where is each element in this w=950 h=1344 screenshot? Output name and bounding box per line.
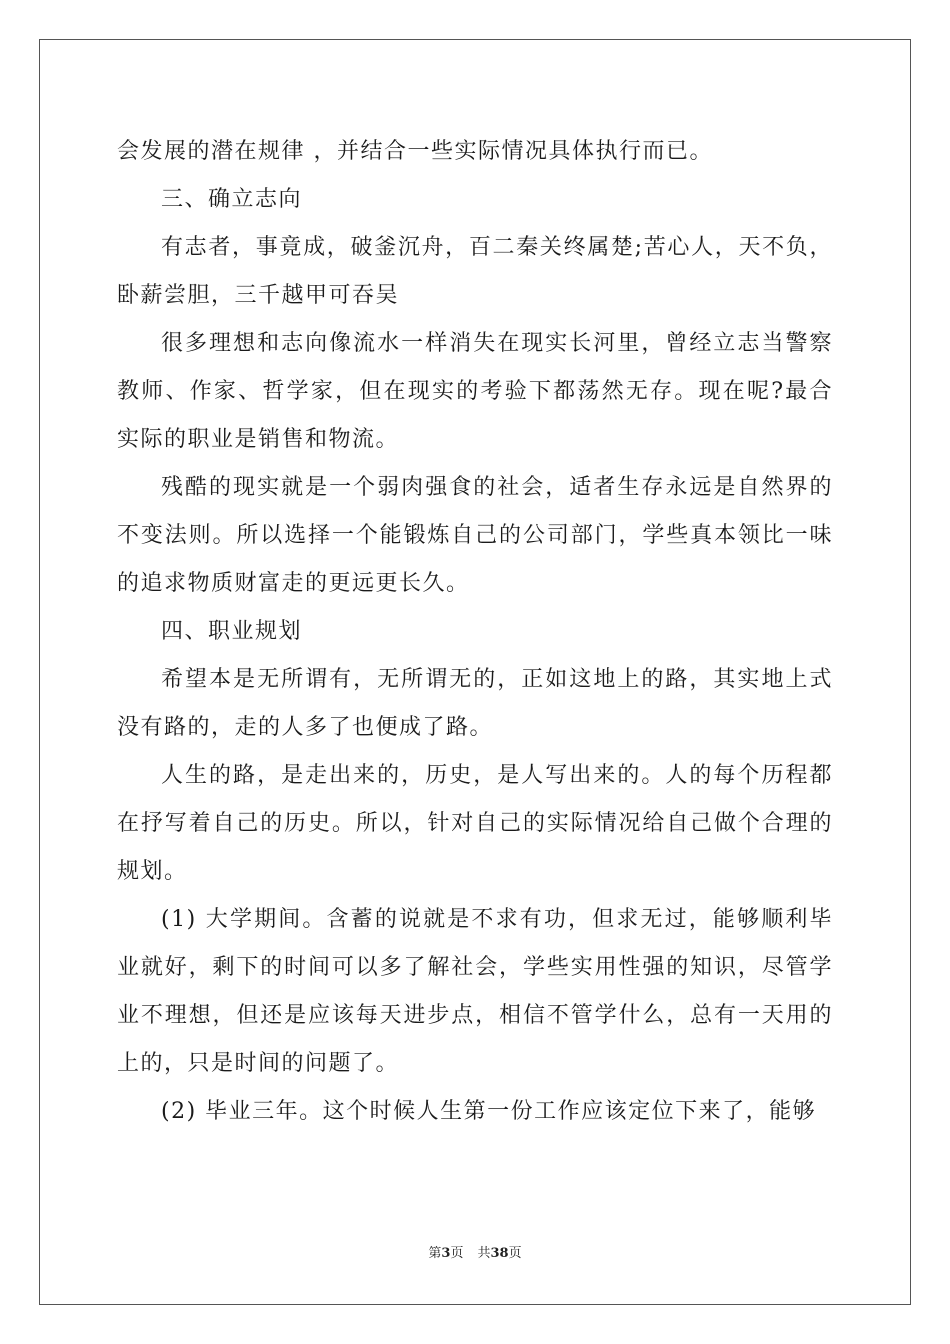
section-heading: 三、确立志向 bbox=[161, 187, 303, 212]
paragraph: 人生的路，是走出来的，历史，是人写出来的。人的每个历程都在抒写着自己的历史。所以，针对自己的实际情况给自己做个合理的规划。 bbox=[117, 763, 833, 884]
paragraph: (2) 毕业三年。这个时候人生第一份工作应该定位下来了，能够 bbox=[161, 1099, 817, 1124]
paragraph: 希望本是无所谓有，无所谓无的，正如这地上的路，其实地上式没有路的，走的人多了也便成了路。 bbox=[117, 667, 833, 740]
total-prefix: 共 bbox=[477, 1246, 491, 1261]
paragraph: 残酷的现实就是一个弱肉强食的社会，适者生存永远是自然界的不变法则。所以选择一个能锻炼自己的公司部门，学些真本领比一味的追求物质财富走的更远更长久。 bbox=[117, 475, 833, 596]
page-prefix: 第 bbox=[428, 1246, 442, 1261]
paragraph: 很多理想和志向像流水一样消失在现实长河里，曾经立志当警察教师、作家、哲学家，但在现实的考验下都荡然无存。现在呢?最合实际的职业是销售和物流。 bbox=[117, 331, 833, 452]
section-heading: 四、职业规划 bbox=[161, 619, 303, 644]
document-body bbox=[117, 128, 833, 1136]
page-number: 3 bbox=[441, 1246, 451, 1261]
page-suffix: 页 bbox=[450, 1246, 464, 1261]
total-pages: 38 bbox=[490, 1246, 509, 1261]
paragraph: (1) 大学期间。含蓄的说就是不求有功，但求无过，能够顺利毕业就好，剩下的时间可以多了解社会，学些实用性强的知识，尽管学业不理想，但还是应该每天进步点，相信不管学什么，总有一天用的上的，只是时间的问题了。 bbox=[117, 907, 833, 1076]
paragraph: 会发展的潜在规律 ，并结合一些实际情况具体执行而已。 bbox=[117, 139, 713, 164]
page-footer bbox=[0, 1244, 950, 1264]
paragraph: 有志者，事竟成，破釜沉舟，百二秦关终属楚;苦心人，天不负，卧薪尝胆，三千越甲可吞吴 bbox=[117, 235, 833, 308]
total-suffix: 页 bbox=[508, 1246, 522, 1261]
